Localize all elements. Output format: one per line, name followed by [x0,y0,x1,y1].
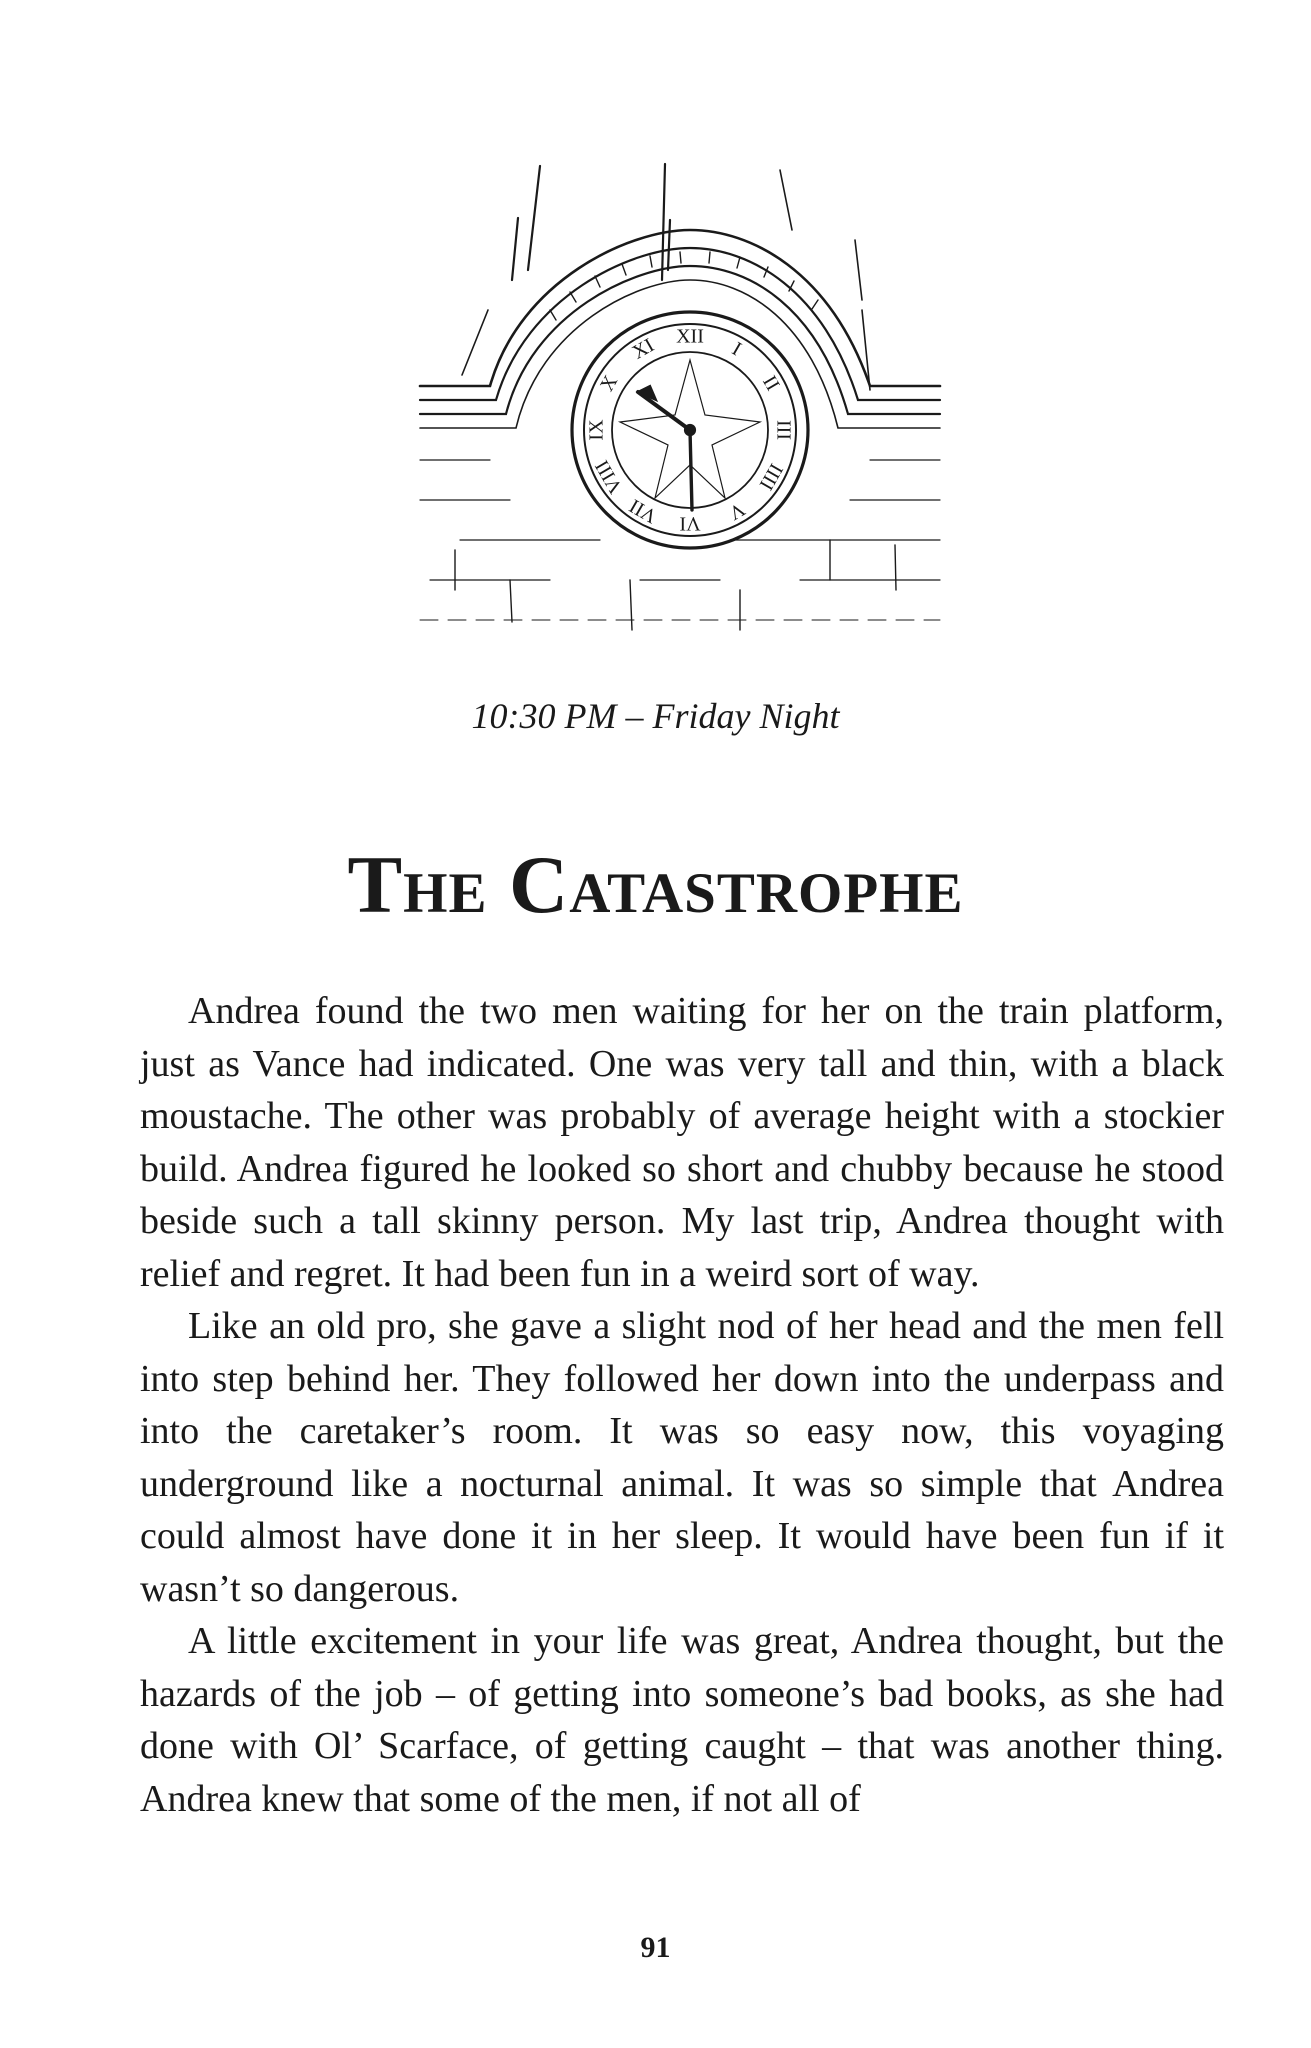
clock-numeral: V [724,497,749,525]
chapter-body [140,985,1224,1825]
clock-numeral: I [728,337,746,361]
clock-numeral: VI [679,512,701,535]
clock-numeral: IIII [754,459,788,494]
chapter-title: The Catastrophe [347,839,964,930]
clock-numeral: VIII [590,456,628,498]
clock-tower-drawing-icon [400,160,960,650]
clock-numeral: IX [585,419,608,441]
paragraph: Andrea found the two men waiting for her on the train platform, just as Vance had indicated. One was very tall and thin, with a black moustache. The other was probably of average height with a stockier build. Andrea figured he looked so short and chubby because he stood beside such a tall skinny person. My last trip, Andrea thought with relief and regret. It had been fun in a weird sort of way. [140,990,1224,1295]
clock-numeral: XI [628,334,658,364]
paragraph: A little excitement in your life was great, Andrea thought, but the hazards of the job – of getting into someone’s bad books, as she had done with Ol’ Scarface, of getting caught – that was another thing. Andrea knew that some of the men, if not all of [140,1620,1224,1820]
clock-illustration [400,160,960,650]
clock-numeral: X [595,371,623,396]
page-number: 91 [640,1931,671,1964]
chapter-caption: 10:30 PM – Friday Night [471,696,840,736]
clock-numeral: VII [625,494,661,528]
paragraph: Like an old pro, she gave a slight nod of her head and the men fell into step behind her. They followed her down into the underpass and into the caretaker’s room. It was so easy now, this voyaging underground like a nocturnal animal. It was so simple that Andrea could almost have done it in her sleep. It would have been fun if it wasn’t so dangerous. [140,1305,1224,1610]
clock-numeral: XII [676,325,704,348]
clock-numeral: III [772,420,795,440]
clock-numeral: II [758,372,784,395]
